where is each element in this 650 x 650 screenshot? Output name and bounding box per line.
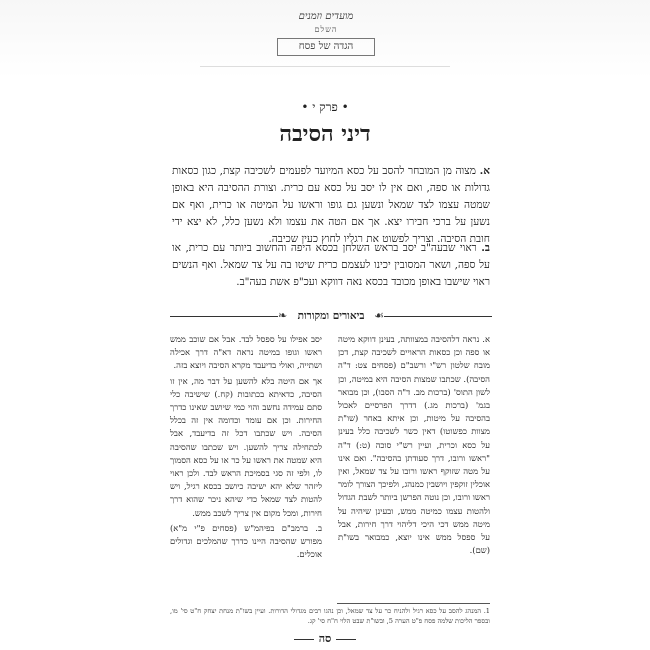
paragraph-text: ראוי שבעה"ב יסב בראש השלחן בכסא היפה והחשוב ביותר עם כרית, או על ספה, ושאר המסובין יכינו לעצמם כרית שיטו בה על צד שמאל. ואף הנשים ראוי שישבו באופן מכובד בכסא נאה דווקא ועכ"פ אשת בעה"ב. [172, 242, 490, 288]
footnotes: 1. המנהג להסב על כסא רגיל ולהניח כר על צד שמאל, וכן נהגו רבים מגדולי הדורות. ועיין בשו"ת מנחת יצחק ח"ט סי' מו, ובספר הליכות שלמה פסח פ"ט הערה 5, ובשו"ת שבט הלוי ח"ח סי' קג. [170, 607, 490, 625]
ornament-icon: ☙ [374, 309, 384, 322]
main-paragraph-2 [172, 240, 490, 291]
page-number-dash [336, 639, 356, 640]
page-number-dash [294, 639, 314, 640]
paragraph-letter: א. [479, 165, 491, 177]
ornament-icon: ❧ [278, 309, 288, 322]
chapter-label: • פרק י • [301, 100, 349, 114]
note-paragraph: יסב אפילו על ספסל לבד. אבל אם שוכב ממש ראשו וגופו במיטה נראה דא"ה דרך אכילה ושתייה, ואולי בדיעבד מקרא הסיבה ויוצא בזה. [170, 334, 322, 371]
notes-banner-title: ביאורים ומקורות [297, 310, 365, 322]
running-header [270, 10, 382, 70]
notes-column-left [170, 333, 322, 563]
header-rule [200, 66, 450, 67]
notes-column-right [338, 333, 490, 559]
paragraph-letter: ב. [481, 242, 490, 254]
page-number [0, 632, 650, 645]
note-paragraph: אך אם היטה בלא להשען על דבר מה, אין זו הסיבה, כדאיתא בכתובות (קח.) שישיבה כלי סתם עמידה נחשב והוי כמי שיושב שאינו כדרך החירות. וכן אם עומד וכדומה אין זה בכלל הסיבה. ויש שכתבו דכל זה בדיעבד, אבל לכתחילה צריך להשען. ויש שכתבו שהסיבה היא שמטה את ראשו על כר או על כסא הסמוך לו, ולפי זה סגי בסמיכת הראש לבד. ולכן ראוי ליזהר שלא יהא ישיבה כיושב בכסא רגיל, ויש להטות לצד שמאל כדי שיהא ניכר שהוא דרך חירות, ומכל מקום אין צריך לשכב ממש. [170, 375, 322, 518]
footnote-rule [337, 603, 490, 604]
running-title: הגדה של פסח [277, 38, 375, 56]
page-number-text: סה [318, 632, 332, 645]
paragraph-text: מצוה מן המובחר להסב על כסא המיועד לפעמים לשכיבה קצת, כגון כסאות גדולות או ספה, ואם אין לו יסב על כסא עם כרית. וצורת ההסיבה היא באופן שמטה עצמו לצד שמאל ונשען גם גופו וראשו על המיטה או כרית, ואף אם נשען על ברכי חבירו יצא. אך אם הטה את עצמו ולא נשען כלל, לא יצא ידי חובת הסיבה. וצריך לפשוט את רגליו לחוץ כעין שכיבה. [172, 165, 490, 245]
main-paragraph-1 [172, 163, 490, 248]
series-logo-title: מועדים וזמנים [298, 11, 354, 22]
banner-rule-right [384, 316, 492, 317]
note-paragraph: א. נראה דלהסיבה במצוותה, בעינן דווקא מיטה או ספה וכן כסאות הראויים לשכיבה קצת, דכן מובח שלטון רש"י ורשב"ם (פסחים צט: ד"ה הסיבה). שכתבו שמצות הסיבה היא במיטה, וכן לשון התוס' (ברכות מב. ד"ה הסבו), וכן מבואר בגמ' (ברכות מג.) דדרך הפרסיים לאכול בהסיבה על מיטות, וכן איתא באחר (שו"ת מצוות כפשוטו) דאין כשר לשכיבה כלל בעינן על כסא וכרית, ועיין רש"י סוכה (ט:) ד"ה "ראשו ורובו, דרך סעודתן בהסיבה". ואם אינו על מטה שזוקף ראשו ורובו על צד שמאל, ואין אוכלין זוקפין ויושבין כמנהג, ולפיכך הצורך לומר ראשו ורובו, וכן נוטה הפרשן ביותר לשבת הגדול ולהטות עצמו כמיטה ממש, ובעינן שיהיה על מיטה ממש דכי היכי דליהוי דרך חירות, אבל על ספסל ממש אינו יוצא, כמבואר בשו"ת (שם). [338, 334, 490, 556]
chapter-title: דיני הסיבה [279, 121, 371, 147]
note-paragraph: ב. ברמב"ם בפיהמ"ש (פסחים פ"י מ"א) מפורש שהסיבה היינו כדרך שהמלכים וגדולים אוכלים. [170, 522, 322, 560]
notes-banner [170, 309, 492, 323]
series-logo-subtitle: השלם [314, 25, 338, 34]
banner-rule-left [170, 316, 278, 317]
